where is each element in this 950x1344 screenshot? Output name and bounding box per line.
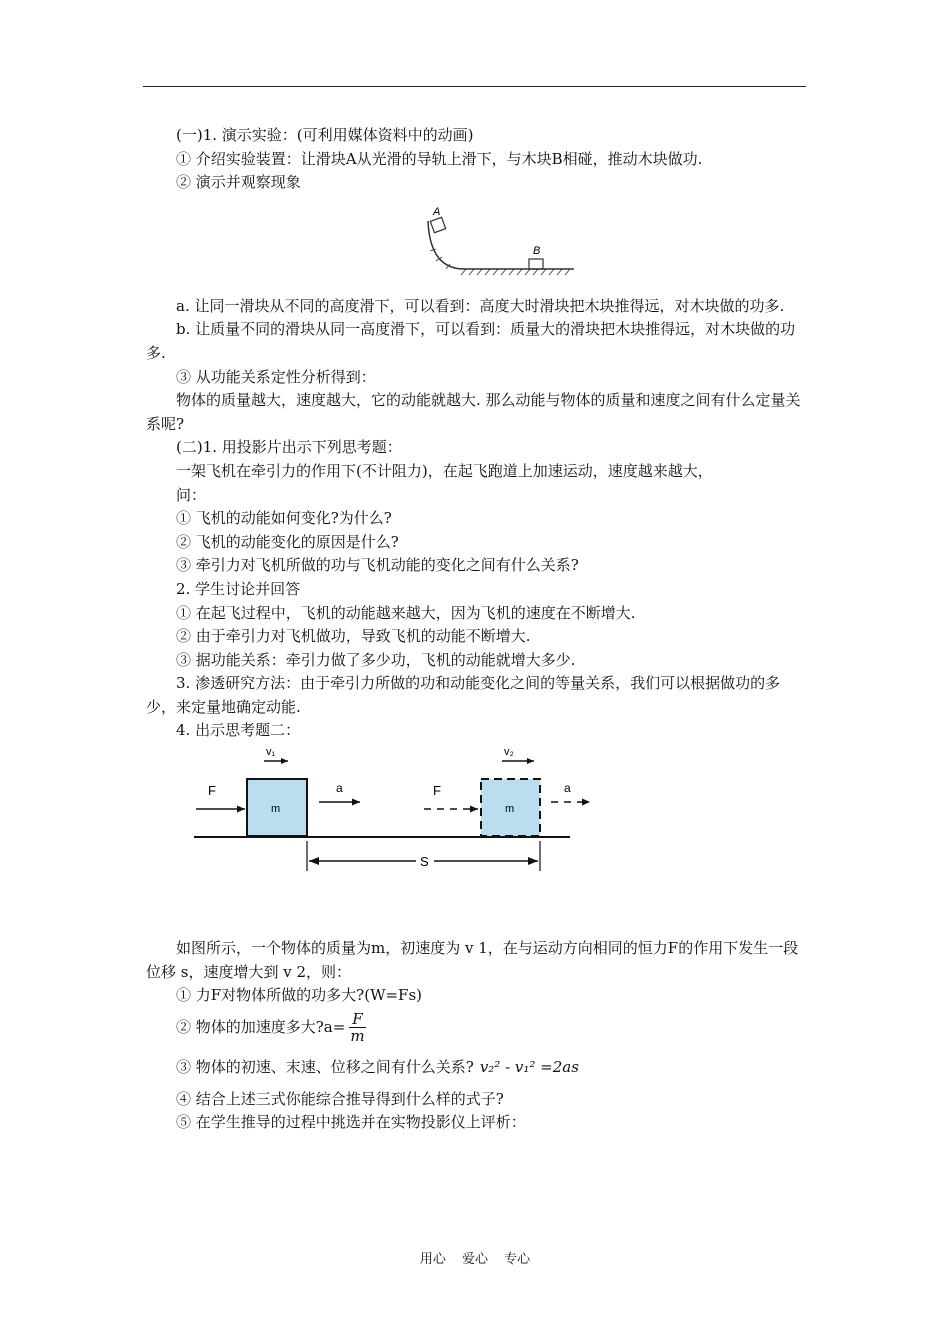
text-line: b. 让质量不同的滑块从同一高度滑下，可以看到：质量大的滑块把木块推得远，对木块做的功多. [146,320,796,362]
text-line: ① 飞机的动能如何变化?为什么? [176,509,392,528]
footer-text: 爱心 [461,1252,488,1267]
text-line: ② 演示并观察现象 [176,173,301,192]
footer-text: 用心 [419,1252,446,1267]
text-line: 一架飞机在牵引力的作用下(不计阻力)，在起飞跑道上加速运动，速度越来越大， [176,461,713,480]
text-line: 4. 出示思考题二： [176,721,301,740]
block-b [529,259,543,269]
text-line: ③ 物体的初速、末速、位移之间有什么关系? [176,1058,474,1077]
text-line: 问： [176,485,207,504]
section-2-heading: (二)1. 用投影片出示下列思考题： [176,438,402,457]
text-line: a. 让同一滑块从不同的高度滑下，可以看到：高度大时滑块把木块推得远，对木块做的功多. [176,296,785,315]
fraction-denominator: m [350,1027,365,1046]
page-footer [0,1248,950,1267]
v2-label: v₂ [504,747,514,759]
v1-label: v₁ [266,747,276,759]
header-rule [143,86,806,87]
kinematics-question [146,1048,806,1088]
slider-track-diagram [146,199,806,295]
text-line: ① 力F对物体所做的功多大?(W=Fs) [176,986,423,1005]
force-label: F [208,783,216,799]
text-line: ② 物体的加速度多大?a= [176,1018,346,1037]
force-label: F [433,783,441,799]
text-line: 3. 渗透研究方法：由于牵引力所做的功和动能变化之间的等量关系，我们可以根据做功的多少，来定量地确定动能. [146,674,781,716]
text-line: ③ 从功能关系定性分析得到： [176,367,376,386]
mass-label: m [271,803,281,816]
force-block-diagram [146,747,806,937]
text-line: 2. 学生讨论并回答 [176,579,301,598]
text-line: ② 由于牵引力对飞机做功，导致飞机的动能不断增大. [176,627,531,646]
slider-track-figure [146,199,806,295]
acceleration-label: a [336,781,343,796]
force-block-figure [146,747,806,937]
text-line: ③ 牵引力对飞机所做的功与飞机动能的变化之间有什么关系? [176,556,579,575]
block-a [430,217,445,232]
document-body [146,124,806,1135]
text-line: 物体的质量越大，速度越大，它的动能就越大. 那么动能与物体的质量和速度之间有什么定量关系呢? [146,391,801,433]
acceleration-question [146,1008,806,1048]
mass-label: m [505,803,515,816]
text-line: 如图所示，一个物体的质量为m，初速度为 v 1，在与运动方向相同的恒力F的作用下发生一段位移 s，速度增大到 v 2，则： [146,939,799,981]
kinematics-equation: v₂² - v₁² =2as [479,1058,579,1077]
text-line: ① 介绍实验装置：让滑块A从光滑的导轨上滑下，与木块B相碰，推动木块做功. [176,149,703,168]
acceleration-label: a [564,781,571,796]
text-line: ③ 据功能关系：牵引力做了多少功，飞机的动能就增大多少. [176,650,576,669]
label-b: B [533,244,541,257]
fraction-f-over-m [347,1011,367,1044]
text-line: ① 在起飞过程中，飞机的动能越来越大，因为飞机的速度在不断增大. [176,603,636,622]
text-line: ⑤ 在学生推导的过程中挑选并在实物投影仪上评析： [176,1113,526,1132]
section-1-heading: (一)1. 演示实验：(可利用媒体资料中的动画) [176,126,474,144]
footer-text: 专心 [504,1252,531,1267]
fraction-numerator: F [349,1011,365,1028]
text-line: ② 飞机的动能变化的原因是什么? [176,532,399,551]
label-a: A [433,205,441,218]
displacement-label: S [420,854,429,870]
text-line: ④ 结合上述三式你能综合推导得到什么样的式子? [176,1089,504,1108]
